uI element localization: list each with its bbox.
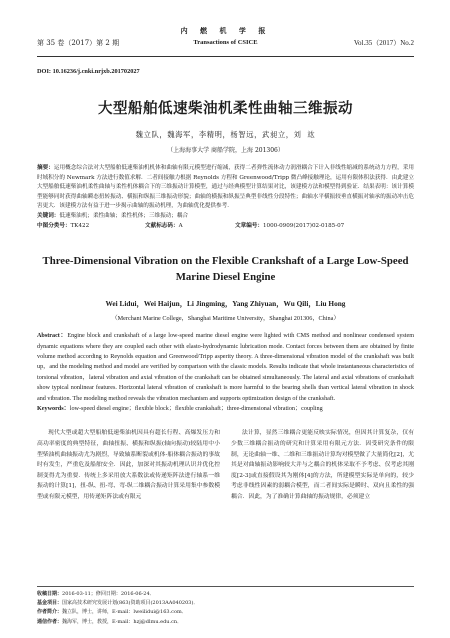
abstract-en-text: Engine block and crankshaft of a large low-speed marine diesel engine were lighted with CMS method and nonlinear condensed system dynamic equations where they are coupled each other with elasto-hydrodynamic lubrication mode. Contact forces between them are obtained by finite volume method according to Reynolds equation and Greenwood/Tripp asperity theory. A three-dimensional vibration model of the crankshaft was built up，and the modeling method and model are verified by comparison with the classic models. Results indicate that whole instantaneous characteristics of torsional vibration，lateral vibration and axial vibration of the crankshaft can be obtained simultaneously. The lateral and axial vibrations of crankshaft show typical nonlinear features. Horizontal lateral vibration of crankshaft is more harmful to the bearing shells than vertical lateral vibration in shock and vibration. The modeling method reveals the vibration mechanism and supports optimization design of the crankshaft. xyxy=(37,333,414,402)
journal-name-en: Transactions of CSICE xyxy=(193,39,258,46)
footnote-received xyxy=(37,590,414,599)
footnote-fund-label: 基金项目： xyxy=(37,600,63,607)
header-volume-en: Vol.35（2017）No.2 xyxy=(353,39,414,47)
footnote-received-label: 收稿日期： xyxy=(37,591,63,597)
keywords-cn-text: 低速柴油机；柔性曲轴；柔性机体；三维振动；耦合 xyxy=(59,212,189,219)
footnote-received-text: 2016-03-11；修回日期：2016-06-24． xyxy=(62,591,155,597)
clc-label: 中图分类号： xyxy=(37,222,71,229)
abstract-en xyxy=(37,331,414,404)
authors-cn: 魏立队，魏海军，李精明，杨智远，武昶立，刘 竑 xyxy=(135,130,316,139)
abstract-cn xyxy=(37,164,414,212)
running-header xyxy=(37,0,414,57)
journal-name-cn: 内 燃 机 学 报 xyxy=(180,26,271,35)
doc-code-value: A xyxy=(178,222,183,229)
body-column-right: 法计算，显然三维耦合更能反映实际情况，但因其计算复杂，仅有少数三维耦合振动的研究和计算采用有限元方法．因受研究条件的限制，无论曲轴一维、二维和三维振动计算均对模型做了大量简化[2]，尤其是对曲轴振动影响较大并与之耦合的机体采取不予考虑、仅考虑其刚度[2-3]或直接假设其为刚体[4]的方法，所建模型实际是单向的，较少考虑非线性因素的弱耦合模型，而二者间实际是瞬时、双向且柔性的强耦合．因此，为了准确计算曲轴的振动规律，必须建立 xyxy=(231,430,414,500)
footnote-fund xyxy=(37,599,414,608)
affiliation-cn: （上海海事大学 商船学院，上海 201306） xyxy=(167,147,284,154)
footnote xyxy=(37,586,414,627)
footnote-author-text: 魏立队，博士，讲师，E-mail：lweilidui@163.com． xyxy=(62,609,187,616)
authors-en: Wei Lidui，Wei Haijun，Li Jingming，Yang Zhiyuan，Wu Qili，Liu Hong xyxy=(105,299,346,309)
affiliation-en: （Merchant Marine College，Shanghai Maritime University，Shanghai 201306，China） xyxy=(111,315,340,323)
keywords-en xyxy=(37,404,414,414)
article-no-label: 文章编号： xyxy=(235,222,263,229)
keywords-cn-label: 关键词： xyxy=(37,212,60,219)
keywords-en-label: Keywords： xyxy=(37,406,70,412)
classification-row xyxy=(37,222,414,232)
article-no-value: 1000-0909(2017)02-0185-07 xyxy=(262,222,345,229)
title-en: Three-Dimensional Vibration on the Flexible Crankshaft of a Large Low-Speed Marine Diesel Engine xyxy=(42,255,409,283)
keywords-cn xyxy=(37,212,414,222)
footnote-corr-text: 魏海军，博士，教授，E-mail：hzj@dlmu.edu.cn． xyxy=(62,618,183,625)
title-cn: 大型船舶低速柴油机柔性曲轴三维振动 xyxy=(98,101,353,117)
abstract-cn-label: 摘要： xyxy=(37,165,54,171)
footnote-fund-text: 国家高技术研究发展计划(863)资助项目(2013AA040203)． xyxy=(62,600,199,607)
footnote-corresponding xyxy=(37,618,414,627)
footnote-author-label: 作者简介： xyxy=(37,609,63,616)
doi[interactable]: DOI: 10.16236/j.cnki.nrjxb.201702027 xyxy=(37,68,140,75)
footnote-author xyxy=(37,608,414,617)
body-columns xyxy=(37,428,414,502)
abstract-cn-text: 运用概念综合法对大型船舶低速柴油机机体和曲轴有限元模型进行缩减，获得二者弹性流体动力润滑耦合下计入非线性缩减的系统动力方程，采用时域积分的 Newmark 方法进行数值求解．二者间接触力根据 Reynolds 方程和 Greenwood/Tripp 微凸峰接触理论，运用有限体积法获得．由此建立大型船舶低速柴油机柔性曲轴与柔性机体耦合下的三维振动计算模型，通过与经典模型计算结果对比，该建模方法和模型得到验证．结果表明：该计算模型能够同时获得曲轴瞬态扭转振动、横振和纵振三维振动形貌；曲轴的横振和纵振呈典型非线性分段特性；曲轴水平横振较垂直横振对轴承的振动冲击危害更大．该建模方法有益于进一步揭示曲轴的振动机理，为曲轴优化提供参考． xyxy=(37,165,414,210)
abstract-en-label: Abstract： xyxy=(37,333,68,340)
clc-value: TK422 xyxy=(70,222,90,229)
footnote-corr-label: 通信作者： xyxy=(37,618,63,625)
body-column-left: 现代大型或超大型船舶低速柴油机因具有超长行程、高爆发压力和高功率密度的典型特征，曲轴扭振、横振和纵振(轴向振动)较陆用中小型柴油机曲轴振动尤为剧烈，导致轴系断裂或机体-船体耦合振动的事故时有发生，严重危及船舶安全．因此，加深对其振动机理认识并优化控制变得尤为重要．传统上多采用放大系数法或传递矩阵法进行轴系一维振动的计算[1]，扭-纵、扭-弯、弯-纵二维耦合振动计算采用集中参数模型或有限元模型，用传递矩阵法或有限元 xyxy=(37,430,220,500)
header-volume-cn: 第 35 卷（2017）第 2 期 xyxy=(37,39,120,47)
keywords-en-text: low-speed diesel engine；flexible block；flexible crankshaft；three-dimensional vibration；coupling xyxy=(69,406,323,412)
doc-code-label: 文献标志码： xyxy=(145,222,179,229)
